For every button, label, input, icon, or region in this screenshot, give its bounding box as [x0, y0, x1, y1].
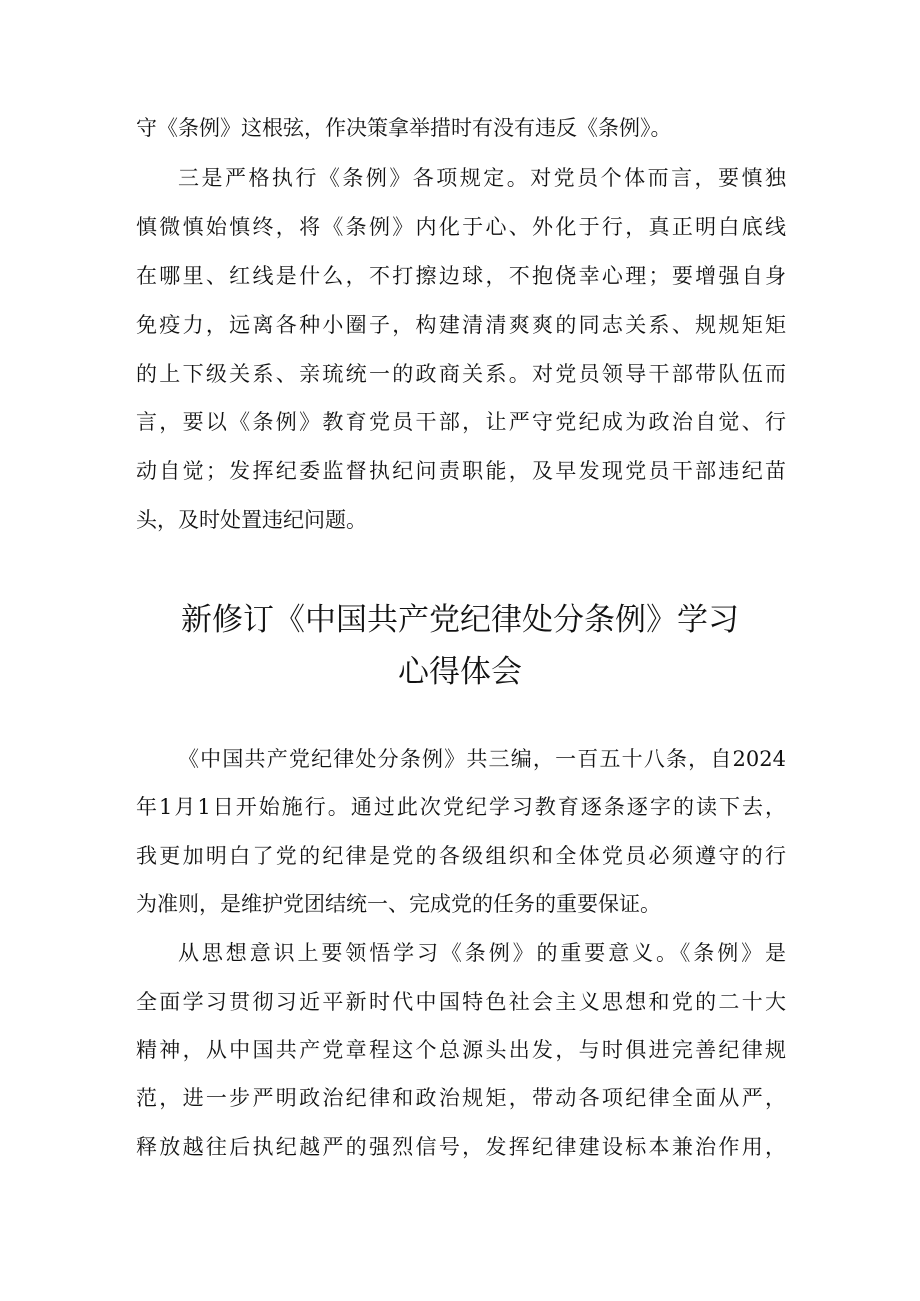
paragraph-line: 《中国共产党纪律处分条例》共三编，一百五十八条，自2024: [178, 747, 786, 771]
paragraph-line: 的上下级关系、亲琉统一的政商关系。对党员领导干部带队伍而: [136, 362, 786, 386]
paragraph-line: 在哪里、红线是什么，不打擦边球，不抱侥幸心理；要增强自身: [136, 264, 786, 288]
paragraph-line: 年1月1日开始施行。通过此次党纪学习教育逐条逐字的读下去，: [136, 795, 786, 819]
paragraph-line: 释放越往后执纪越严的强烈信号，发挥纪律建设标本兼治作用，: [136, 1135, 786, 1159]
paragraph-line: 范，进一步严明政治纪律和政治规矩，带动各项纪律全面从严，: [136, 1086, 786, 1110]
paragraph-line: 三是严格执行《条例》各项规定。对党员个体而言，要慎独: [178, 166, 786, 190]
paragraph-line: 动自觉；发挥纪委监督执纪问责职能，及早发现党员干部违纪苗: [136, 459, 786, 483]
paragraph-line: 言，要以《条例》教育党员干部，让严守党纪成为政治自觉、行: [136, 410, 786, 434]
paragraph-line: 慎微慎始慎终，将《条例》内化于心、外化于行，真正明白底线: [136, 215, 786, 239]
paragraph-line: 头，及时处置违纪问题。: [136, 508, 367, 532]
paragraph-line: 免疫力，远离各种小圈子，构建清清爽爽的同志关系、规规矩矩: [136, 313, 786, 337]
paragraph-line: 全面学习贯彻习近平新时代中国特色社会主义思想和党的二十大: [136, 990, 786, 1014]
paragraph-line: 为准则，是维护党团结统一、完成党的任务的重要保证。: [136, 892, 661, 916]
paragraph-line: 守《条例》这根弦，作决策拿举措时有没有违反《条例》。: [136, 116, 672, 140]
article-title-line-2: 心得体会: [398, 654, 522, 690]
paragraph-line: 我更加明白了党的纪律是党的各级组织和全体党员必须遵守的行: [136, 844, 786, 868]
article-title-line-1: 新修订《中国共产党纪律处分条例》学习: [181, 602, 739, 638]
paragraph-line: 从思想意识上要领悟学习《条例》的重要意义。《条例》是: [178, 941, 786, 965]
paragraph-line: 精神，从中国共产党章程这个总源头出发，与时俱进完善纪律规: [136, 1038, 786, 1062]
